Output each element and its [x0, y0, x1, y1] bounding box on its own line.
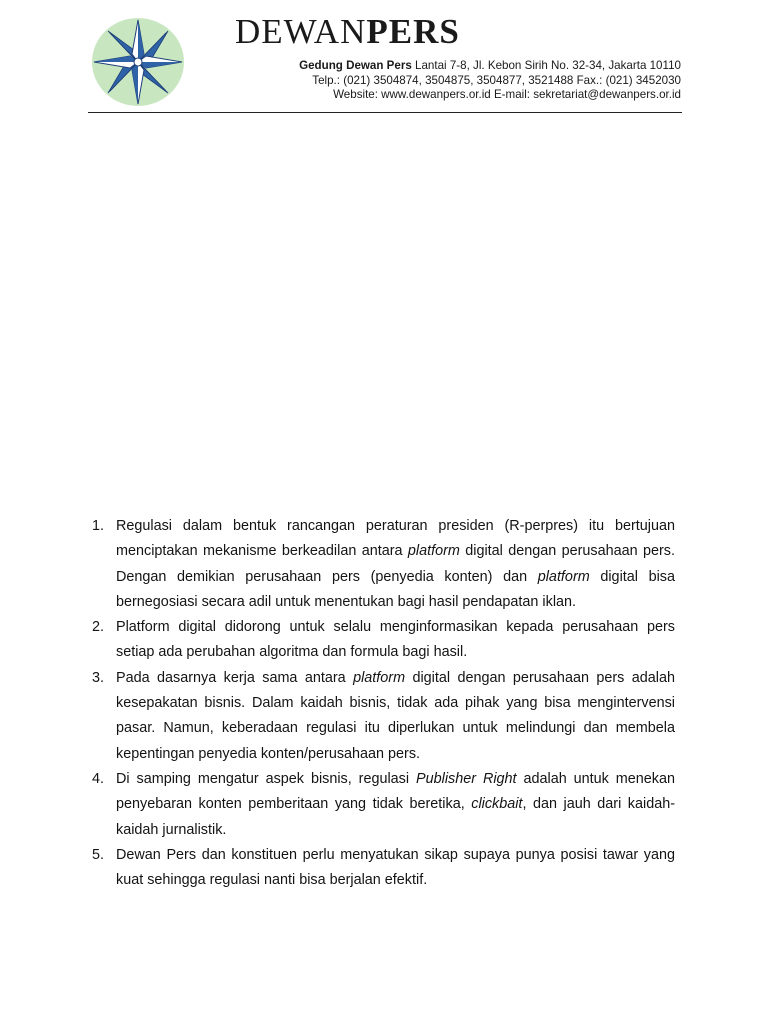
text-segment: Di samping mengatur aspek bisnis, regulasi [116, 770, 417, 787]
text-segment: adalah untuk menekan penyebaran konten pemberitaan yang tidak beretika, [116, 770, 675, 813]
letterhead-divider [88, 112, 682, 113]
list-item [90, 843, 675, 894]
list-item-number: 1. [92, 518, 105, 534]
italic-term: Publisher Right [416, 770, 517, 787]
numbered-points-list [90, 514, 675, 893]
list-item-text [116, 666, 675, 767]
letterhead [0, 0, 768, 120]
list-item [90, 514, 675, 615]
list-item-text [116, 514, 675, 615]
web-email-line: Website: www.dewanpers.or.id E-mail: sekretariat@dewanpers.or.id [333, 88, 681, 101]
list-item-text [116, 615, 675, 666]
list-item-text [116, 767, 675, 843]
italic-term: platform [407, 543, 460, 560]
text-segment: Regulasi dalam bentuk rancangan peraturan presiden (R-perpres) itu bertujuan menciptakan mekanisme berkeadilan antara [116, 518, 675, 560]
phone-line: Telp.: (021) 3504874, 3504875, 3504877, 3521488 Fax.: (021) 3452030 [312, 74, 681, 87]
list-item-number: 2. [92, 619, 105, 636]
text-segment: digital dengan perusahaan pers. Dengan demikian perusahaan pers (penyedia konten) dan [116, 543, 676, 585]
dewan-pers-logo [90, 16, 186, 108]
italic-term: platform [537, 568, 590, 585]
text-segment: Platform digital didorong untuk selalu menginformasikan kepada perusahaan pers setiap ada perubahan algoritma dan formula bagi hasil. [116, 619, 675, 661]
text-segment: , dan jauh dari kaidah-kaidah jurnalistik. [116, 796, 675, 838]
list-item-number: 4. [92, 770, 105, 787]
address-rest: Lantai 7-8, Jl. Kebon Sirih No. 32-34, Jakarta 10110 [411, 59, 681, 72]
list-item [90, 767, 675, 843]
list-item-text [116, 843, 675, 894]
brand-name [235, 12, 460, 52]
list-item [90, 666, 675, 767]
text-segment: Dewan Pers dan konstituen perlu menyatukan sikap supaya punya posisi tawar yang kuat sehingga regulasi nanti bisa berjalan efektif. [116, 846, 675, 889]
text-segment: digital bisa bernegosiasi secara adil untuk menentukan bagi hasil pendapatan iklan. [116, 568, 676, 610]
text-segment: digital dengan perusahaan pers adalah kesepakatan bisnis. Dalam kaidah bisnis, tidak ada pihak yang bisa mengintervensi pasar. Namun, keberadaan regulasi itu diperlukan untuk melindungi dan membela kepentingan penyedia konten/perusahaan pers. [116, 669, 675, 762]
italic-term: clickbait [471, 796, 523, 813]
brand-name-part1: DEWAN [235, 12, 367, 51]
list-item [90, 615, 675, 666]
address-line [299, 59, 681, 73]
list-item-number: 5. [92, 846, 105, 863]
italic-term: platform [353, 669, 406, 686]
text-segment: Pada dasarnya kerja sama antara [116, 669, 354, 686]
brand-name-part2: PERS [366, 12, 460, 51]
address-label: Gedung Dewan Pers [299, 59, 412, 72]
compass-star-icon [90, 16, 186, 108]
list-item-number: 3. [92, 669, 105, 686]
